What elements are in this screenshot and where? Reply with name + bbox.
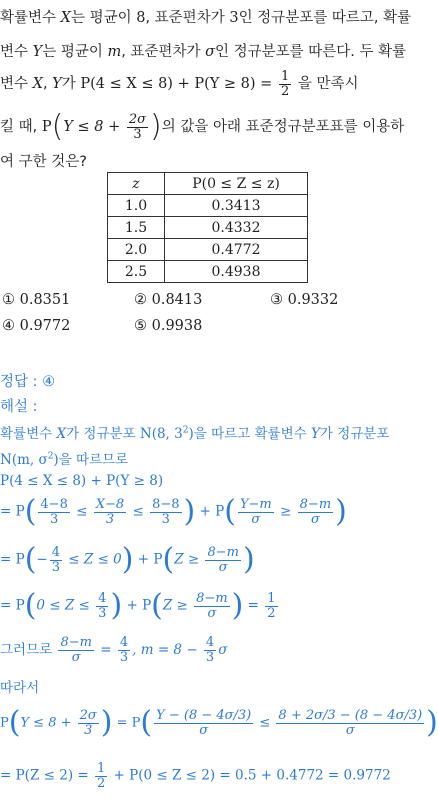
solution-line-10 — [0, 762, 391, 790]
normal-dist: N(8, 3 — [139, 426, 183, 442]
text: 가 정규분포 — [319, 426, 390, 442]
table-cell: 2.5 — [108, 261, 165, 283]
text: 을 만족시 — [293, 76, 359, 93]
solution-line-8: 따라서 — [0, 680, 40, 696]
var-y: Y — [52, 76, 62, 93]
choice-5[interactable]: ⑤ 0.9938 — [134, 318, 203, 334]
paren-close: ) — [121, 542, 134, 577]
numerator: 8−m — [60, 635, 92, 650]
paren-close: ) — [100, 705, 113, 740]
text: ) — [53, 452, 59, 468]
denominator: σ — [218, 559, 228, 575]
paren-open: ( — [162, 542, 175, 577]
text: = P — [0, 597, 25, 614]
numerator: 4 — [51, 544, 60, 560]
solution-line-7 — [0, 636, 227, 664]
text: Y ≤ 8 + — [20, 715, 76, 731]
problem-line-1 — [0, 6, 411, 27]
text: 는 평균이 — [70, 10, 137, 26]
table-cell: 0.4332 — [165, 217, 308, 239]
answer-label: 정답 : ④ — [0, 374, 56, 390]
var-x: X — [56, 426, 67, 442]
probability-expression: P(4 ≤ X ≤ 8) + P(Y ≥ 8) = — [80, 76, 273, 93]
fraction — [150, 498, 181, 526]
fraction — [95, 762, 107, 790]
text: 그러므로 — [0, 642, 57, 659]
text: σ — [218, 642, 228, 659]
fraction — [38, 498, 69, 526]
table-row — [108, 261, 308, 283]
paren-close: ) — [335, 494, 347, 529]
denominator: σ — [199, 722, 209, 738]
text: Z ≥ — [162, 597, 193, 614]
text: = P — [112, 715, 141, 731]
text: 을 따르고 확률변수 — [193, 426, 311, 442]
numerator: 8−m — [299, 496, 332, 512]
text: ≤ — [255, 715, 275, 731]
numerator: 4 — [98, 590, 107, 606]
paren-close: ) — [183, 494, 196, 529]
fraction — [96, 592, 108, 620]
fraction — [238, 498, 274, 526]
normal-dist: N(m, σ — [0, 452, 48, 468]
paren-close: ) — [231, 588, 244, 623]
fraction — [154, 709, 253, 737]
text: + P — [122, 597, 152, 614]
text: 킬 때, — [0, 119, 42, 135]
denominator: 2 — [267, 605, 276, 621]
denominator: σ — [207, 605, 217, 621]
text: , m = 8 − — [132, 642, 202, 659]
table-cell: 0.4772 — [165, 239, 308, 261]
solution-line-1 — [0, 422, 389, 442]
text: + P — [195, 503, 225, 520]
text: 을 따르므로 — [58, 452, 129, 468]
problem-line-2 — [0, 40, 406, 61]
text: , 표준편차가 — [145, 10, 230, 26]
text: = P — [0, 503, 25, 520]
var-m: m — [107, 44, 122, 60]
text: ≤ — [71, 503, 92, 520]
text: , 표준편차가 — [121, 44, 206, 60]
choice-4[interactable]: ④ 0.9772 — [2, 318, 71, 334]
paren-close: ) — [242, 542, 255, 577]
inequality: Y ≤ 8 + — [63, 119, 125, 135]
denominator: σ — [251, 511, 261, 527]
paren-close: ) — [426, 705, 438, 740]
fraction — [276, 709, 424, 737]
text: 가 정규분포 — [66, 426, 140, 442]
numerator: 8−m — [196, 590, 228, 606]
text: 확률변수 — [0, 10, 61, 26]
paren-open: ( — [151, 588, 163, 623]
numerator: Y − (8 − 4σ/3) — [156, 707, 252, 723]
paren-open: ( — [8, 705, 21, 740]
fraction — [58, 636, 94, 664]
denominator: 3 — [119, 649, 129, 665]
denominator: 3 — [205, 649, 215, 665]
numerator: X−8 — [95, 496, 125, 512]
paren-open: ( — [51, 109, 64, 144]
var-sigma: σ — [205, 44, 215, 60]
denominator: σ — [345, 722, 355, 738]
fraction — [118, 636, 130, 664]
fraction — [194, 592, 230, 620]
table-header: z — [108, 173, 165, 195]
problem-line-5: 여 구한 것은? — [0, 154, 87, 170]
text: − — [36, 551, 48, 568]
numerator: 4−8 — [40, 496, 68, 512]
text: 0 ≤ Z ≤ — [36, 597, 95, 614]
solution-line-4 — [0, 494, 347, 529]
solution-line-6 — [0, 588, 280, 623]
fraction — [204, 636, 216, 664]
text: 확률변수 — [0, 426, 57, 442]
table-row — [108, 217, 308, 239]
fraction — [127, 113, 148, 141]
numerator: 1 — [267, 590, 276, 606]
choice-3[interactable]: ③ 0.9332 — [270, 292, 339, 308]
paren-open: ( — [224, 494, 236, 529]
table-cell: 2.0 — [108, 239, 165, 261]
denominator: 2 — [280, 83, 290, 99]
choice-2[interactable]: ② 0.8413 — [134, 292, 203, 308]
problem-line-4 — [0, 109, 405, 144]
numerator: 4 — [119, 635, 129, 650]
fraction — [205, 546, 241, 574]
numerator: 4 — [205, 635, 215, 650]
paren-close: ) — [150, 109, 162, 144]
fraction — [279, 70, 291, 98]
superscript: 2 — [47, 451, 54, 462]
var-y: Y — [32, 44, 43, 60]
mean-value: 8 — [136, 10, 146, 26]
denominator: 3 — [49, 511, 59, 527]
paren-open: ( — [24, 542, 37, 577]
table-header: P(0 ≤ Z ≤ z) — [165, 173, 308, 195]
text: ≤ — [128, 503, 149, 520]
denominator: 3 — [51, 559, 60, 575]
text: , — [42, 76, 53, 93]
numerator: 1 — [280, 69, 290, 84]
numerator: Y−m — [239, 496, 272, 512]
table-cell: 1.0 — [108, 195, 165, 217]
text: 변수 — [0, 76, 33, 93]
numerator: 8−8 — [152, 496, 180, 512]
var-x: X — [60, 10, 71, 26]
table-row — [108, 195, 308, 217]
text: ) — [188, 426, 194, 442]
fraction — [78, 709, 99, 737]
text: 변수 — [0, 44, 33, 60]
numerator: 1 — [96, 761, 106, 776]
text: 의 값을 아래 표준정규분포표를 이용하 — [161, 119, 405, 135]
denominator: 3 — [98, 605, 107, 621]
explanation-label: 해설 : — [0, 399, 38, 415]
solution-line-3: P(4 ≤ X ≤ 8) + P(Y ≥ 8) — [0, 473, 164, 489]
problem-line-3 — [0, 70, 358, 98]
text: P — [0, 715, 9, 731]
prob-symbol: P — [41, 119, 52, 135]
solution-line-9 — [0, 705, 438, 740]
numerator: 8−m — [207, 544, 239, 560]
choice-1[interactable]: ① 0.8351 — [2, 292, 71, 308]
text: = — [243, 597, 264, 614]
text: 는 평균이 — [42, 44, 108, 60]
paren-open: ( — [24, 494, 37, 529]
var-y: Y — [310, 426, 320, 442]
numerator: 8 + 2σ/3 − (8 − 4σ/3) — [278, 707, 423, 723]
text: + P — [133, 551, 163, 568]
text: ≥ — [275, 503, 296, 520]
var-x: X — [32, 76, 43, 93]
fraction — [50, 546, 62, 574]
text: = P — [0, 551, 25, 568]
denominator: 2 — [96, 775, 106, 791]
text: 인 정규분포를 따르고, 확률 — [238, 10, 412, 26]
denominator: 3 — [105, 511, 115, 527]
text: = — [95, 642, 116, 659]
denominator: 3 — [161, 511, 170, 527]
numerator: 2σ — [79, 707, 97, 723]
superscript: 2 — [182, 425, 189, 436]
paren-close: ) — [110, 588, 123, 623]
table-cell: 1.5 — [108, 217, 165, 239]
solution-line-2 — [0, 448, 128, 468]
table-header-row — [108, 173, 308, 195]
fraction — [265, 592, 277, 620]
numerator: 2σ — [128, 111, 147, 127]
text: = P(Z ≤ 2) = — [0, 767, 93, 784]
table-cell: 0.3413 — [165, 195, 308, 217]
fraction — [94, 498, 126, 526]
solution-line-5 — [0, 542, 255, 577]
text: + P(0 ≤ Z ≤ 2) = 0.5 + 0.4772 = 0.9772 — [109, 767, 391, 784]
text: Z ≥ — [174, 551, 204, 568]
fraction — [298, 498, 334, 526]
normal-distribution-table — [107, 172, 308, 283]
text: ≤ Z ≤ 0 — [64, 551, 122, 568]
text: 가 — [61, 76, 81, 93]
paren-open: ( — [24, 588, 37, 623]
denominator: 3 — [133, 126, 142, 142]
denominator: σ — [71, 649, 81, 665]
text: 인 정규분포를 따른다. 두 확률 — [214, 44, 407, 60]
denominator: σ — [310, 511, 320, 527]
sd-value: 3 — [229, 10, 239, 26]
paren-open: ( — [140, 705, 153, 740]
table-cell: 0.4938 — [165, 261, 308, 283]
denominator: 3 — [84, 722, 93, 738]
table-row — [108, 239, 308, 261]
